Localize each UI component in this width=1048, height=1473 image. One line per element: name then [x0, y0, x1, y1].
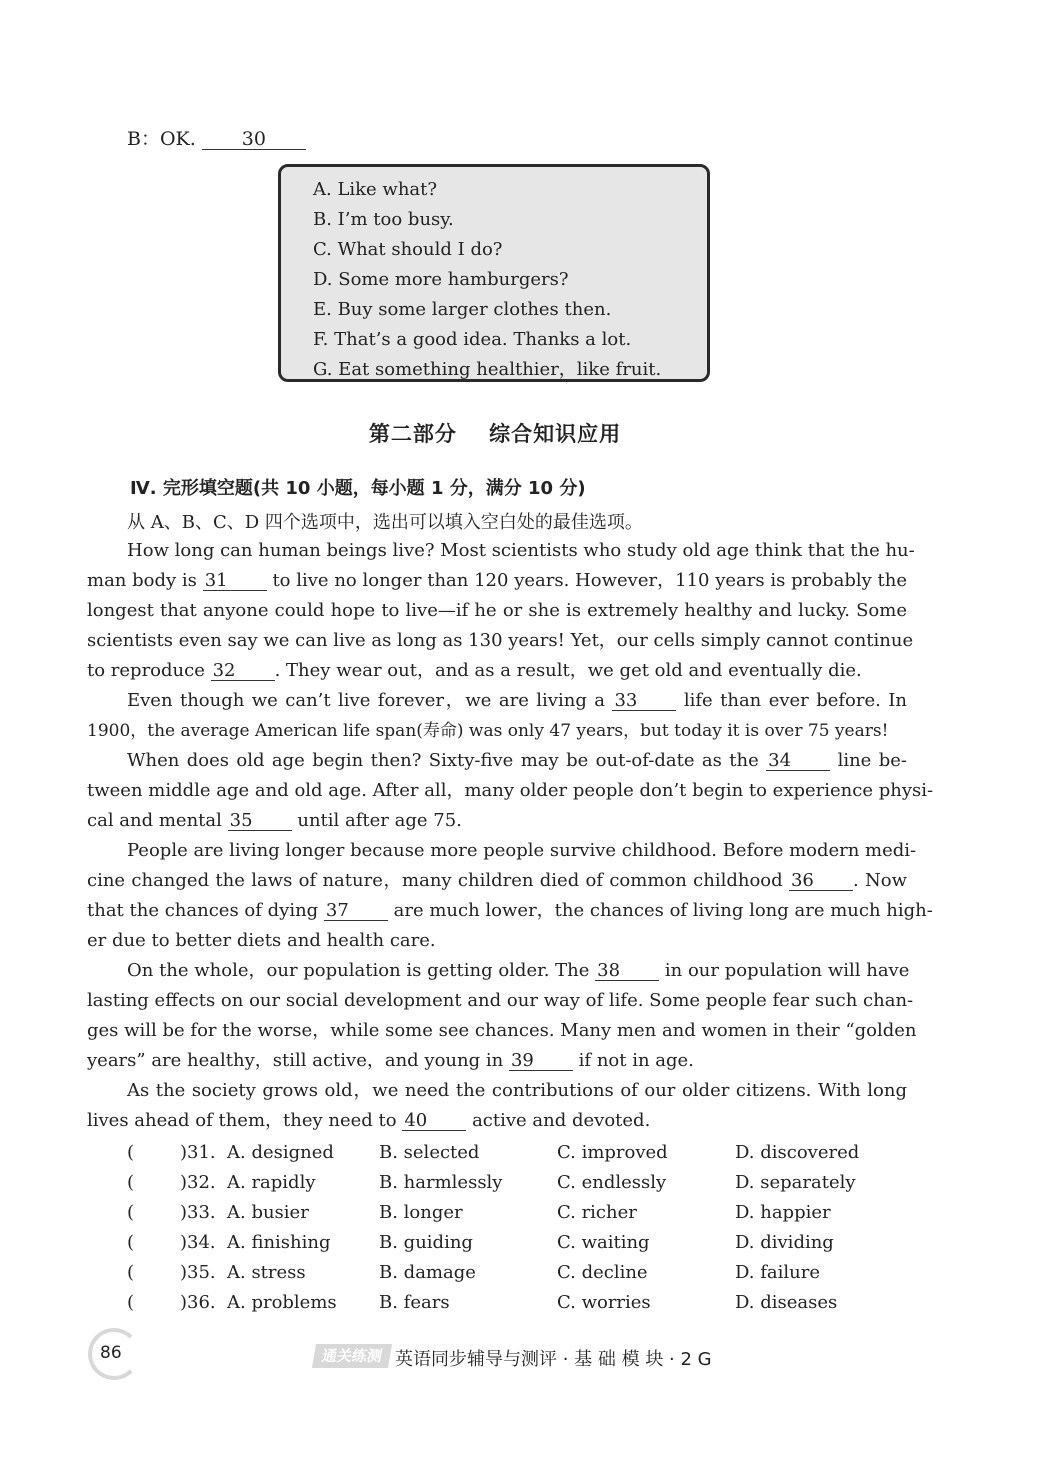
- answer-paren[interactable]: (: [127, 1262, 135, 1283]
- answer-blank-35[interactable]: 35: [228, 812, 292, 831]
- choice-a[interactable]: A. rapidly: [227, 1172, 316, 1193]
- passage-line: ges will be for the worse，while some see chances. Many men and women in their “golden: [87, 1020, 917, 1041]
- answer-blank-37[interactable]: 37: [324, 902, 388, 921]
- choice-a[interactable]: A. problems: [227, 1292, 337, 1313]
- passage-line: er due to better diets and health care.: [87, 930, 436, 951]
- section-heading: Ⅳ. 完形填空题(共 10 小题，每小题 1 分，满分 10 分): [130, 478, 586, 499]
- passage-line: 1900，the average American life span(寿命) was only 47 years，but today it is over 75 years!: [87, 721, 889, 741]
- choice-c[interactable]: C. improved: [557, 1142, 668, 1163]
- series-logo: 通关练测: [312, 1344, 392, 1368]
- choice-c[interactable]: C. richer: [557, 1202, 637, 1223]
- answer-blank-32[interactable]: 32: [211, 662, 275, 681]
- choice-b[interactable]: B. fears: [379, 1292, 450, 1313]
- choice-a[interactable]: A. stress: [227, 1262, 306, 1283]
- part-title: [0, 418, 990, 448]
- page-number: 86: [100, 1343, 122, 1363]
- book-title: 英语同步辅导与测评 · 基 础 模 块 · 2 G: [395, 1349, 712, 1370]
- answer-blank-38[interactable]: 38: [595, 962, 659, 981]
- choice-d[interactable]: D. dividing: [735, 1232, 834, 1253]
- question-row: ( )36. A. problems B. fears C. worries D. diseases: [127, 1288, 927, 1318]
- question-row: ( )35. A. stress B. damage C. decline D. failure: [127, 1258, 927, 1288]
- part-title-name: 综合知识应用: [489, 421, 622, 446]
- choice-b[interactable]: B. selected: [379, 1142, 480, 1163]
- answer-blank-34[interactable]: 34: [766, 752, 830, 771]
- choice-a[interactable]: A. designed: [227, 1142, 334, 1163]
- passage-line: cal and mental 35 until after age 75.: [87, 810, 462, 831]
- passage-line: Even though we can’t live forever，we are living a 33 life than ever before. In: [127, 690, 907, 711]
- passage-line: As the society grows old，we need the contributions of our older citizens. With long: [127, 1080, 907, 1101]
- option-b: B. I’m too busy.: [313, 209, 454, 230]
- option-g: G. Eat something healthier，like fruit.: [313, 359, 662, 380]
- passage-line: man body is 31 to live no longer than 120 years. However，110 years is probably the: [87, 570, 907, 591]
- passage-line: that the chances of dying 37 are much lower，the chances of living long are much high-: [87, 900, 933, 921]
- answer-blank-36[interactable]: 36: [789, 872, 853, 891]
- question-row: ( )34. A. finishing B. guiding C. waiting D. dividing: [127, 1228, 927, 1258]
- passage-line: lasting effects on our social development and our way of life. Some people fear such chan-: [87, 990, 914, 1011]
- option-f: F. That’s a good idea. Thanks a lot.: [313, 329, 632, 350]
- passage-line: When does old age begin then? Sixty-five may be out-of-date as the 34 line be-: [127, 750, 907, 771]
- answer-paren[interactable]: (: [127, 1232, 135, 1253]
- option-e: E. Buy some larger clothes then.: [313, 299, 612, 320]
- choice-d[interactable]: D. diseases: [735, 1292, 838, 1313]
- answer-blank-33[interactable]: 33: [612, 692, 676, 711]
- choice-c[interactable]: C. endlessly: [557, 1172, 667, 1193]
- choice-b[interactable]: B. guiding: [379, 1232, 473, 1253]
- question-row: ( )31. A. designed B. selected C. improved D. discovered: [127, 1138, 927, 1168]
- choice-b[interactable]: B. longer: [379, 1202, 463, 1223]
- passage-line: lives ahead of them，they need to 40 active and devoted.: [87, 1110, 651, 1131]
- answer-blank-30[interactable]: 30: [202, 130, 306, 150]
- answer-paren[interactable]: (: [127, 1292, 135, 1313]
- choice-d[interactable]: D. discovered: [735, 1142, 860, 1163]
- choice-b[interactable]: B. harmlessly: [379, 1172, 503, 1193]
- answer-blank-40[interactable]: 40: [402, 1112, 466, 1131]
- instruction: 从 A、B、C、D 四个选项中，选出可以填入空白处的最佳选项。: [127, 512, 643, 533]
- option-a: A. Like what?: [313, 179, 438, 200]
- passage-line: years” are healthy，still active，and young in 39 if not in age.: [87, 1050, 694, 1071]
- answer-paren[interactable]: (: [127, 1202, 135, 1223]
- answer-blank-39[interactable]: 39: [509, 1052, 573, 1071]
- passage-line: How long can human beings live? Most scientists who study old age think that the hu-: [127, 540, 915, 561]
- choice-a[interactable]: A. finishing: [227, 1232, 331, 1253]
- dialogue-line-b: [127, 124, 306, 151]
- choice-c[interactable]: C. decline: [557, 1262, 648, 1283]
- passage-line: tween middle age and old age. After all，many older people don’t begin to experience physi-: [87, 780, 934, 801]
- passage-line: to reproduce 32 . They wear out，and as a result，we get old and eventually die.: [87, 660, 862, 681]
- passage-line: scientists even say we can live as long as 130 years! Yet，our cells simply cannot continue: [87, 630, 914, 651]
- passage-line: longest that anyone could hope to live—if he or she is extremely healthy and lucky. Some: [87, 600, 907, 621]
- choice-b[interactable]: B. damage: [379, 1262, 476, 1283]
- question-row: ( )32. A. rapidly B. harmlessly C. endlessly D. separately: [127, 1168, 927, 1198]
- choice-a[interactable]: A. busier: [227, 1202, 309, 1223]
- passage-line: cine changed the laws of nature，many children died of common childhood 36 . Now: [87, 870, 907, 891]
- dialogue-speaker: B：OK.: [127, 128, 196, 150]
- choice-d[interactable]: D. happier: [735, 1202, 831, 1223]
- answer-paren[interactable]: (: [127, 1172, 135, 1193]
- passage-line: People are living longer because more people survive childhood. Before modern medi-: [127, 840, 917, 861]
- choice-d[interactable]: D. separately: [735, 1172, 856, 1193]
- choice-d[interactable]: D. failure: [735, 1262, 820, 1283]
- answer-paren[interactable]: (: [127, 1142, 135, 1163]
- choice-c[interactable]: C. worries: [557, 1292, 651, 1313]
- question-row: ( )33. A. busier B. longer C. richer D. happier: [127, 1198, 927, 1228]
- answer-blank-31[interactable]: 31: [203, 572, 267, 591]
- options-box: [278, 164, 710, 382]
- option-c: C. What should I do?: [313, 239, 503, 260]
- passage-line: On the whole，our population is getting older. The 38 in our population will have: [127, 960, 910, 981]
- option-d: D. Some more hamburgers?: [313, 269, 569, 290]
- choice-c[interactable]: C. waiting: [557, 1232, 650, 1253]
- part-title-number: 第二部分: [368, 421, 457, 446]
